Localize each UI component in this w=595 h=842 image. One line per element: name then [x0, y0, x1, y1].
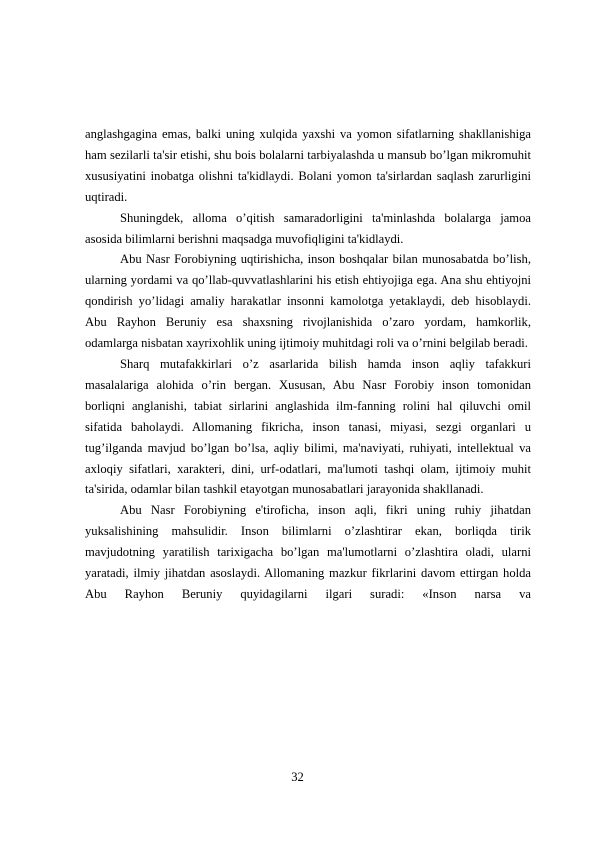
paragraph-forobiy-etirof: Abu Nasr Forobiyning e'tiroficha, inson aqli, fikri uning ruhiy jihatdan yuksalishining mahsulidir. Inson bilimlarni o’zlashtirar ekan, borliqda tirik mavjudotning yaratilish tarixigacha bo’lgan ma'lumotlarni o’zlashtira oladi, ularni yaratadi, ilmiy jihatdan asoslaydi. Allomaning mazkur fikrlarini davom ettirgan holda Abu Rayhon Beruniy quyidagilarni ilgari suradi: «Inson narsa va	[85, 503, 531, 601]
paragraph-jamoa: Shuningdek, alloma o’qitish samaradorligini ta'minlashda bolalarga jamoa asosida bilimlarni berishni maqsadga muvofiqligini ta'kidlaydi.	[85, 210, 531, 246]
paragraph-sharq-mutafakkirlari: Sharq mutafakkirlari o’z asarlarida bilish hamda inson aqliy tafakkuri masalalariga alohida o’rin bergan. Xususan, Abu Nasr Forobiy inson tomonidan borliqni anglanishi, tabiat sirlarini anglashida ilm-fanning rolini hal qiluvchi omil sifatida baholaydi. Allomaning fikricha, inson tanasi, miyasi, sezgi organlari u tug’ilganda mavjud bo’lgan bo’lsa, aqliy bilimi, ma'naviyati, ruhiyati, intellektual va axloqiy sifatlari, xarakteri, dini, urf-odatlari, ma'lumoti tashqi olam, ijtimoiy muhit ta'sirida, odamlar bilan tashkil etayotgan munosabatlari jarayonida shakllanadi.	[85, 356, 531, 497]
body-text	[85, 124, 531, 605]
paragraph-continuation: anglashgagina emas, balki uning xulqida yaxshi va yomon sifatlarning shakllanishiga ham sezilarli ta'sir etishi, shu bois bolalarni tarbiyalashda u mansub bo’lgan mikromuhit xususiyatini inobatga olishni ta'kidlaydi. Bolani yomon ta'sirlardan saqlash zarurligini uqtiradi.	[85, 127, 531, 204]
page-number: 32	[291, 770, 304, 784]
paragraph-forobiy-munosabat: Abu Nasr Forobiyning uqtirishicha, inson boshqalar bilan munosabatda bo’lish, ularning yordami va qo’llab-quvvatlashlarini his etish ehtiyojiga ega. Ana shu ehtiyojni qondirish yo’lidagi amaliy harakatlar insonni kamolotga yetaklaydi, deb hisoblaydi. Abu Rayhon Beruniy esa shaxsning rivojlanishida o’zaro yordam, hamkorlik, odamlarga nisbatan xayrixohlik uning ijtimoiy muhitdagi roli va o’rnini belgilab beradi.	[85, 252, 531, 351]
